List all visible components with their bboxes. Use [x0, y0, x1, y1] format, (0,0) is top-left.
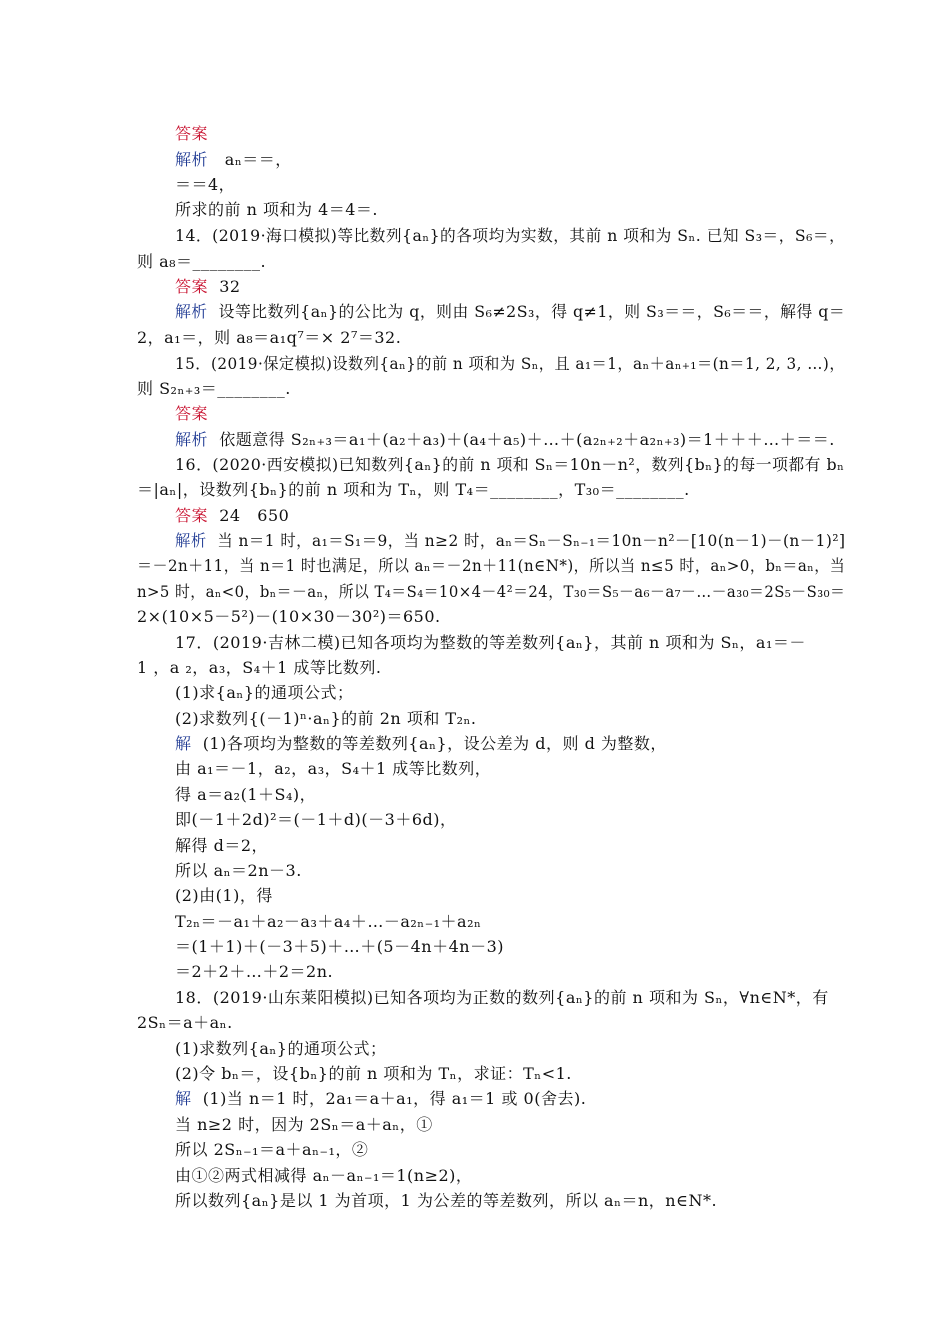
- analysis-label: 解析: [175, 302, 208, 321]
- text-line: [175, 861, 302, 881]
- answer-label: 答案: [175, 506, 209, 525]
- text-line: [175, 1140, 368, 1160]
- text: 得 a＝a₂(1＋S₄)，: [175, 785, 317, 804]
- text: ＝|aₙ|，设数列{bₙ}的前 n 项和为 Tₙ，则 T₄＝________，T₃₀＝________.: [137, 480, 690, 499]
- text-line: [137, 252, 266, 272]
- text: 24 650: [208, 506, 290, 525]
- text: 17．(2019·吉林二模)已知各项均为整数的等差数列{aₙ}，其前 n 项和为 Sₙ，a₁＝－: [175, 633, 806, 652]
- text: 16．(2020·西安模拟)已知数列{aₙ}的前 n 项和 Sₙ＝10n－n²，数列{bₙ}的每一项都有 bₙ: [175, 455, 845, 474]
- analysis-line: [175, 150, 292, 170]
- analysis-line: [175, 430, 835, 450]
- text: 则 S₂ₙ₊₃＝________.: [137, 379, 291, 398]
- analysis-line: [175, 531, 845, 551]
- text-line: [175, 200, 378, 220]
- text: 所以 aₙ＝2n－3.: [175, 861, 302, 880]
- text: ＝(1＋1)＋(－3＋5)＋…＋(5－4n＋4n－3): [175, 937, 505, 956]
- text: (2)求数列{(－1)ⁿ·aₙ}的前 2n 项和 T₂ₙ.: [175, 709, 477, 728]
- text-line: [175, 683, 354, 703]
- text-line: [175, 1166, 472, 1186]
- answer-line: [175, 404, 208, 424]
- text-line: [175, 836, 268, 856]
- answer-line: [175, 277, 241, 297]
- question-18: [175, 988, 829, 1008]
- text-line: [137, 1013, 233, 1033]
- text: 所以数列{aₙ}是以 1 为首项，1 为公差的等差数列，所以 aₙ＝n，n∈N*.: [175, 1191, 718, 1210]
- text-line: [175, 785, 316, 805]
- text: ＝－2n＋11，当 n＝1 时也满足，所以 aₙ＝－2n＋11(n∈N*)，所以当 n≤5 时，aₙ>0，bₙ＝aₙ，当: [137, 556, 846, 575]
- text-line: [137, 379, 291, 399]
- text: 解得 d＝2，: [175, 836, 269, 855]
- answer-label: 答案: [175, 277, 209, 296]
- text: T₂ₙ＝－a₁＋a₂－a₃＋a₄＋…－a₂ₙ₋₁＋a₂ₙ: [175, 912, 482, 931]
- text: 由①②两式相减得 aₙ－aₙ₋₁＝1(n≥2)，: [175, 1166, 473, 1185]
- text: (1)求数列{aₙ}的通项公式；: [175, 1039, 387, 1058]
- text-line: [175, 1191, 717, 1211]
- text: (1)各项均为整数的等差数列{aₙ}，设公差为 d，则 d 为整数，: [191, 734, 667, 753]
- text-line: [175, 912, 481, 932]
- text-line: [137, 480, 690, 500]
- text: 2Sₙ＝a＋aₙ.: [137, 1013, 233, 1032]
- text: 2×(10×5－5²)－(10×30－30²)＝650.: [137, 607, 441, 626]
- text-line: [137, 607, 441, 627]
- text-line: [175, 175, 235, 195]
- text: (2)由(1)，得: [175, 886, 273, 905]
- solution-label: 解: [175, 1089, 192, 1108]
- text: ＝2＋2＋…＋2＝2n.: [175, 962, 334, 981]
- text: (1)求{aₙ}的通项公式；: [175, 683, 354, 702]
- text-line: [175, 937, 504, 957]
- analysis-label: 解析: [175, 531, 207, 550]
- text: 即(－1＋2d)²＝(－1＋d)(－3＋6d)，: [175, 810, 457, 829]
- text: 15．(2019·保定模拟)设数列{aₙ}的前 n 项和为 Sₙ，且 a₁＝1，aₙ＋aₙ₊₁＝(n＝1, 2, 3, …)，: [175, 354, 846, 373]
- text: 则 a₈＝________.: [137, 252, 267, 271]
- text: 当 n≥2 时，因为 2Sₙ＝a＋aₙ，①: [175, 1115, 433, 1134]
- text: ＝＝4，: [175, 175, 236, 194]
- text: 当 n＝1 时，a₁＝S₁＝9，当 n≥2 时，aₙ＝Sₙ－Sₙ₋₁＝10n－n²－[10(n－1)－(n－1)²]: [206, 531, 846, 550]
- text: n>5 时，aₙ<0，bₙ＝－aₙ，所以 T₄＝S₄＝10×4－4²＝24，T₃₀＝S₅－a₆－a₇－…－a₃₀＝2S₅－S₃₀＝: [137, 582, 846, 601]
- solution-label: 解: [175, 734, 192, 753]
- text: 32: [208, 277, 241, 296]
- analysis-line: [175, 302, 845, 322]
- answer-line: [175, 506, 289, 526]
- solution-line: [175, 1089, 586, 1109]
- text-line: [175, 1115, 433, 1135]
- text-line: [175, 759, 491, 779]
- text: 14．(2019·海口模拟)等比数列{aₙ}的各项均为实数，其前 n 项和为 Sₙ. 已知 S₃＝，S₆＝，: [175, 226, 846, 245]
- text-line: [175, 810, 457, 830]
- text-line: [137, 328, 401, 348]
- question-16: [175, 455, 844, 475]
- text-line: [137, 556, 845, 576]
- text: 2，a₁＝，则 a₈＝a₁q⁷＝× 2⁷＝32.: [137, 328, 402, 347]
- text: 1 ，a ₂，a₃，S₄＋1 成等比数列.: [137, 658, 382, 677]
- text: aₙ＝＝，: [208, 150, 292, 169]
- text-line: [137, 658, 382, 678]
- solution-line: [175, 734, 667, 754]
- text-line: [175, 709, 477, 729]
- question-17: [175, 633, 806, 653]
- text: (2)令 bₙ＝，设{bₙ}的前 n 项和为 Tₙ，求证：Tₙ<1.: [175, 1064, 572, 1083]
- text: 所以 2Sₙ₋₁＝a＋aₙ₋₁，②: [175, 1140, 369, 1159]
- text-line: [175, 886, 273, 906]
- analysis-label: 解析: [175, 150, 209, 169]
- text: 设等比数列{aₙ}的公比为 q，则由 S₆≠2S₃，得 q≠1，则 S₃＝＝，S₆＝＝，解得 q＝: [207, 302, 846, 321]
- text: 所求的前 n 项和为 4＝4＝.: [175, 200, 379, 219]
- text-line: [175, 962, 333, 982]
- text: (1)当 n＝1 时，2a₁＝a＋a₁，得 a₁＝1 或 0(舍去).: [191, 1089, 587, 1108]
- question-14: [175, 226, 845, 246]
- answer-line: [175, 124, 208, 144]
- text: 18．(2019·山东莱阳模拟)已知各项均为正数的数列{aₙ}的前 n 项和为 Sₙ，∀n∈N*，有: [175, 988, 829, 1007]
- text-line: [175, 1064, 572, 1084]
- analysis-label: 解析: [175, 430, 209, 449]
- text-line: [137, 582, 845, 602]
- answer-label: 答案: [175, 124, 209, 143]
- text-line: [175, 1039, 387, 1059]
- text: 依题意得 S₂ₙ₊₃＝a₁＋(a₂＋a₃)＋(a₄＋a₅)＋…＋(a₂ₙ₊₂＋a₂ₙ₊₃)＝1＋＋＋…＋＝＝.: [208, 430, 835, 449]
- question-15: [175, 354, 845, 374]
- answer-label: 答案: [175, 404, 209, 423]
- text: 由 a₁＝－1，a₂，a₃，S₄＋1 成等比数列，: [175, 759, 492, 778]
